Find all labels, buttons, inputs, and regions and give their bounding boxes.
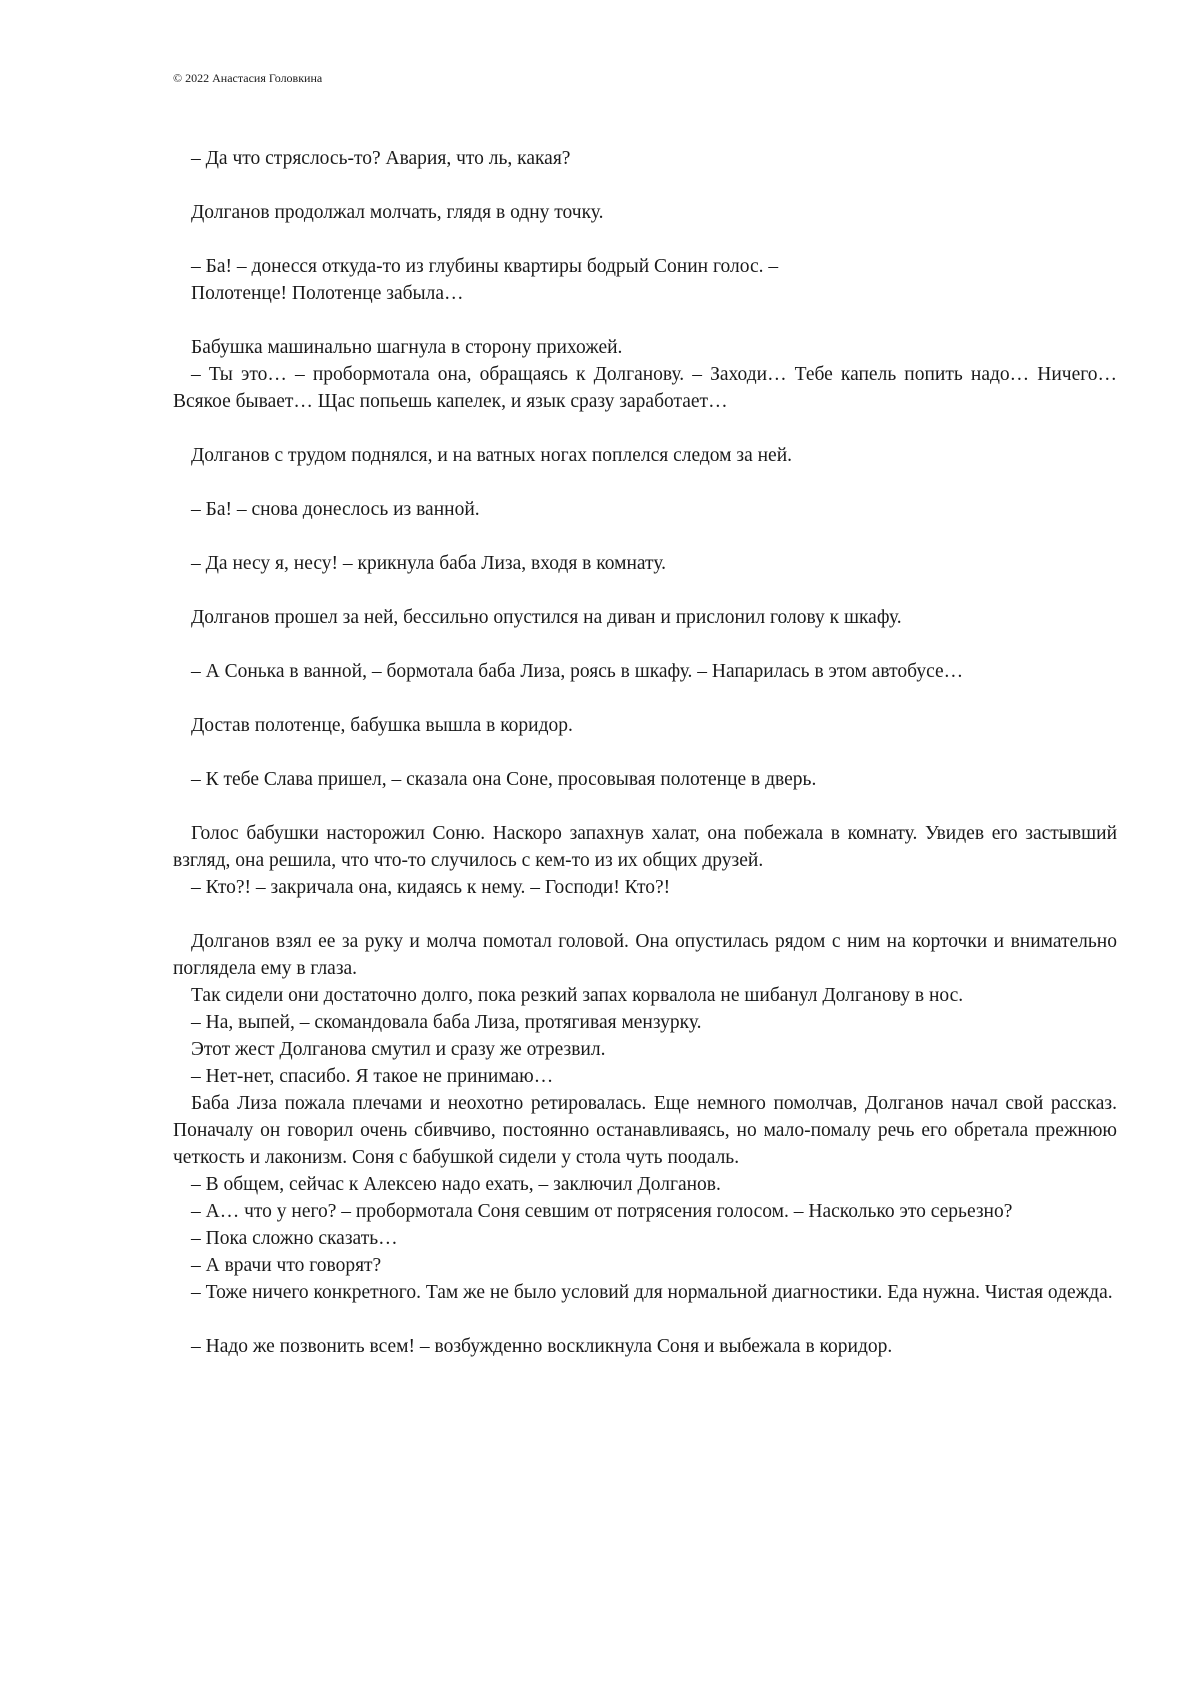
paragraph: – В общем, сейчас к Алексею надо ехать, – заключил Долганов.: [191, 1174, 721, 1195]
paragraph: – А врачи что говорят?: [191, 1255, 382, 1276]
paragraph: – Ба! – донесся откуда-то из глубины квартиры бодрый Сонин голос. –: [191, 256, 779, 277]
paragraph: – Нет-нет, спасибо. Я такое не принимаю…: [191, 1066, 554, 1087]
paragraph: Полотенце! Полотенце забыла…: [191, 283, 464, 304]
paragraph: – Да несу я, несу! – крикнула баба Лиза, входя в комнату.: [191, 553, 666, 574]
body-text: [173, 145, 1117, 1360]
paragraph: – К тебе Слава пришел, – сказала она Соне, просовывая полотенце в дверь.: [191, 769, 817, 790]
paragraph: – Пока сложно сказать…: [191, 1228, 398, 1249]
paragraph: Долганов прошел за ней, бессильно опустился на диван и прислонил голову к шкафу.: [191, 607, 902, 628]
paragraph: – Да что стряслось-то? Авария, что ль, какая?: [191, 148, 571, 169]
paragraph: Достав полотенце, бабушка вышла в коридор.: [191, 715, 573, 736]
paragraph: – Кто?! – закричала она, кидаясь к нему. – Господи! Кто?!: [191, 877, 671, 898]
paragraph: Долганов продолжал молчать, глядя в одну точку.: [191, 202, 604, 223]
copyright-notice: © 2022 Анастасия Головкина: [173, 71, 323, 85]
paragraph: Так сидели они достаточно долго, пока резкий запах корвалола не шибанул Долганову в нос.: [191, 985, 964, 1006]
paragraph: – На, выпей, – скомандовала баба Лиза, протягивая мензурку.: [191, 1012, 702, 1033]
paragraph: – А… что у него? – пробормотала Соня севшим от потрясения голосом. – Насколько это серьезно?: [191, 1201, 1013, 1222]
paragraph: – Ты это… – пробормотала она, обращаясь к Долганову. – Заходи… Тебе капель попить надо… Ничего… Всякое бывает… Щас попьешь капелек, и язык сразу заработает…: [173, 364, 1117, 412]
paragraph: Долганов с трудом поднялся, и на ватных ногах поплелся следом за ней.: [191, 445, 793, 466]
paragraph: – Тоже ничего конкретного. Там же не было условий для нормальной диагностики. Еда нужна. Чистая одежда.: [191, 1282, 1113, 1303]
paragraph: Долганов взял ее за руку и молча помотал головой. Она опустилась рядом с ним на корточки и внимательно поглядела ему в глаза.: [173, 931, 1117, 979]
paragraph: Баба Лиза пожала плечами и неохотно ретировалась. Еще немного помолчав, Долганов начал свой рассказ. Поначалу он говорил очень сбивчиво, постоянно останавливаясь, но мало-помалу речь его обретала прежнюю четкость и лаконизм. Соня с бабушкой сидели у стола чуть поодаль.: [173, 1093, 1117, 1168]
paragraph: Бабушка машинально шагнула в сторону прихожей.: [191, 337, 623, 358]
paragraph: – Надо же позвонить всем! – возбужденно воскликнула Соня и выбежала в коридор.: [191, 1336, 893, 1357]
paragraph: – Ба! – снова донеслось из ванной.: [191, 499, 480, 520]
paragraph: Голос бабушки насторожил Соню. Наскоро запахнув халат, она побежала в комнату. Увидев его застывший взгляд, она решила, что что-то случилось с кем-то из их общих друзей.: [173, 823, 1117, 871]
paragraph: – А Сонька в ванной, – бормотала баба Лиза, роясь в шкафу. – Напарилась в этом автобусе…: [191, 661, 964, 682]
paragraph: Этот жест Долганова смутил и сразу же отрезвил.: [191, 1039, 606, 1060]
